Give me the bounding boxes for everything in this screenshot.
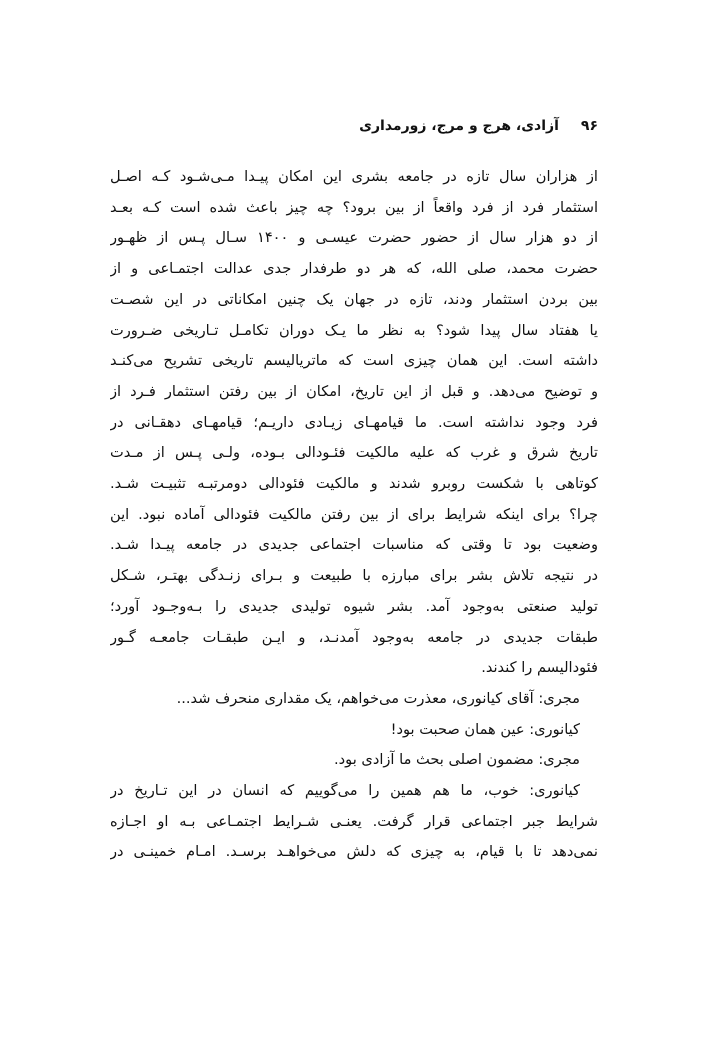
text-line: وضعیت بود تا وقتی که مناسبات اجتماعی جدیدی در جامعه پیـدا شـد. [110, 536, 598, 554]
text-line: فرد وجود نداشته است. ما قیامهـای زیـادی داریـم؛ قیامهـای دهقـانی در [110, 413, 598, 431]
running-head [110, 118, 598, 152]
text-line: حضرت محمد، صلی الله، که هر دو طرفدار جدی عدالت اجتمـاعی و از [110, 260, 598, 278]
text-line: داشته است. این همان چیزی است که ماتریالیسم تاریخی تشریح می‌کنـد [110, 352, 598, 370]
dialogue-line: کیانوری: عین همان صحبت بود! [390, 720, 580, 738]
text-line: در نتیجه تلاش بشر برای مبارزه با طبیعت و بـرای زنـدگی بهتـر، شـکل [110, 567, 598, 585]
page-number: ۹۶ [580, 118, 598, 134]
book-page [110, 118, 598, 868]
text-line: چرا؟ برای اینکه شرایط برای از بین رفتن مالکیت فئودالی آماده نبود. این [110, 505, 598, 523]
text-line: تاریخ شرق و غرب که علیه مالکیت فئـودالی بـوده، ولـی پـس از مـدت [110, 444, 598, 462]
text-line: تولید صنعتی به‌وجود آمد. بشر شیوه تولیدی جدیدی را بـه‌وجـود آورد؛ [110, 597, 598, 615]
text-line: یا هفتاد سال پیدا شود؟ به نظر ما یـک دوران تکامـل تـاریخی ضـرورت [110, 321, 598, 339]
running-title: آزادی، هرج و مرج، زورمداری [359, 118, 559, 134]
text-line: شرایط جبر اجتماعی قرار گرفت. یعنـی شـرایط اجتمـاعی بـه او اجـازه [110, 812, 598, 830]
text-line: استثمار فرد از فرد واقعاً از بین برود؟ چه چیز باعث شده است کـه بعـد [110, 198, 598, 216]
text-line: بین بردن استثمار ودند، تازه در جهان یک چنین امکاناتی در این شصـت [110, 290, 598, 308]
dialogue-line: مجری: آقای کیانوری، معذرت می‌خواهم، یک مقداری منحرف شد... [176, 689, 580, 707]
text-line: از دو هزار سال از حضور حضرت عیسـی و ۱۴۰۰ سـال پـس از ظهـور [110, 229, 598, 247]
paragraph-1 [110, 162, 598, 684]
dialogue-block [110, 684, 598, 776]
text-line: کوتاهی با شکست روبرو شدند و مالکیت فئودالی دومرتبـه تثبیـت شـد. [110, 475, 598, 493]
dialogue-line: مجری: مضمون اصلی بحث ما آزادی بود. [334, 751, 580, 769]
body-text [110, 162, 598, 868]
text-line: فئودالیسم را کندند. [481, 659, 598, 677]
text-line: نمی‌دهد تا با قیام، به چیزی که دلش می‌خواهـد برسـد. امـام خمینـی در [110, 843, 598, 861]
text-line: طبقات جدیدی در جامعه به‌وجود آمدنـد، و ایـن طبقـات جامعـه گـور [110, 628, 598, 646]
text-line: کیانوری: خوب، ما هم همین را می‌گوییم که انسان در این تـاریخ در [110, 782, 580, 800]
text-line: و توضیح می‌دهد. و قبل از این تاریخ، امکان از بین رفتن استثمار فـرد از [110, 382, 598, 400]
text-line: از هزاران سال تازه در جامعه بشری این امکان پیـدا مـی‌شـود کـه اصـل [110, 168, 598, 185]
paragraph-2 [110, 776, 598, 868]
